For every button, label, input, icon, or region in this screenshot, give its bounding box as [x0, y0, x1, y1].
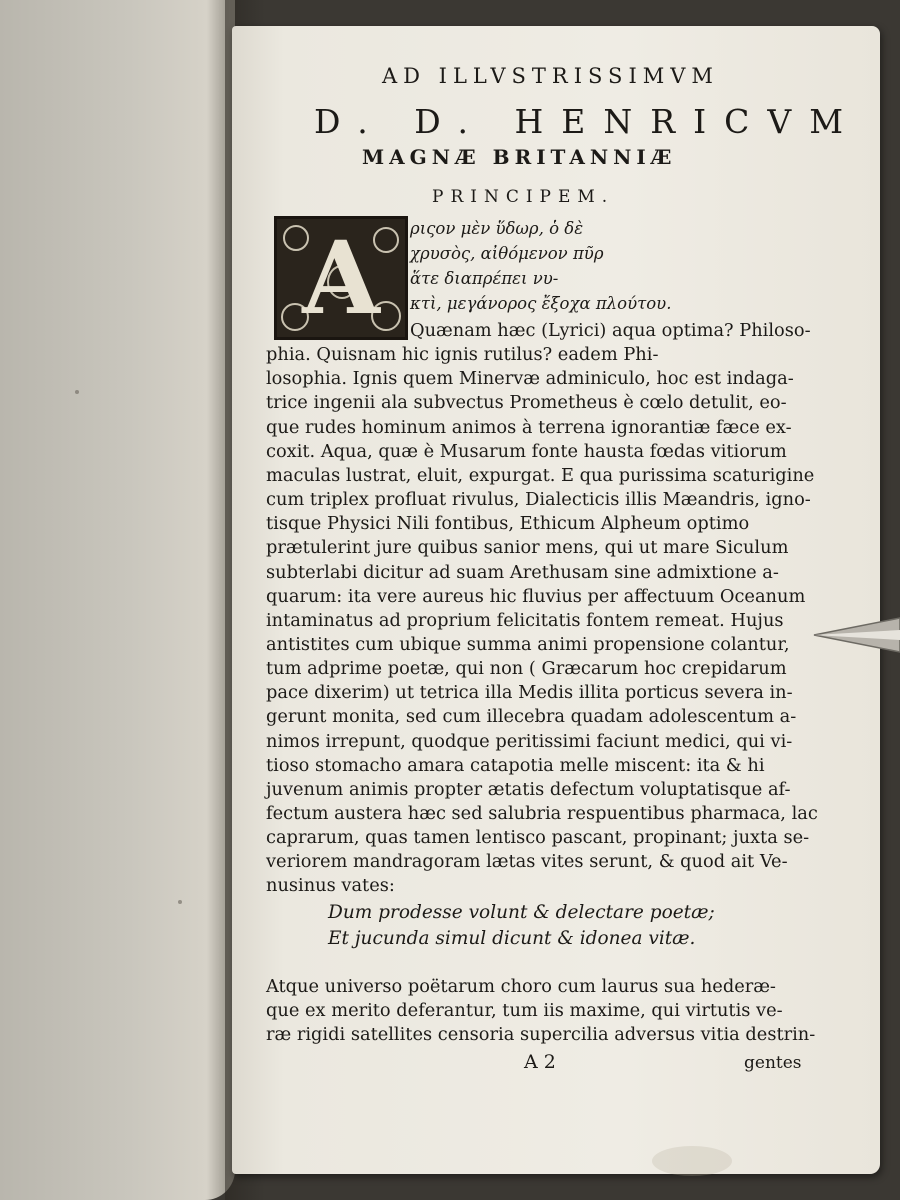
closing-line-2: que ex merito deferantur, tum iis maxime, qui virtutis ve-: [266, 1000, 783, 1021]
page-stain: [652, 1146, 732, 1176]
body-line: quarum: ita vere aureus hic fluvius per affectuum Oceanum: [266, 585, 806, 607]
body-line: coxit. Aqua, quæ è Musarum fonte hausta fœdas vitiorum: [266, 440, 787, 462]
closing-line-3: ræ rigidi satellites censoria supercilia adversus vitia destrin-: [266, 1024, 816, 1045]
body-line: pace dixerim) ut tetrica illa Medis illita porticus severa in-: [266, 682, 793, 704]
verse-line-2: Et jucunda simul dicunt & idonea vitæ.: [328, 928, 696, 949]
body-line: tioso stomacho amara catapotia melle miscent: ita & hi: [266, 754, 765, 776]
body-line: que rudes hominum animos à terrena ignorantiæ fæce ex-: [266, 416, 792, 438]
dedication-heading-line4: PRINCIPEM.: [432, 187, 615, 207]
body-line: losophia. Ignis quem Minervæ adminiculo, hoc est indaga-: [266, 368, 794, 390]
body-line: trice ingenii ala subvectus Prometheus è cœlo detulit, eo-: [266, 392, 787, 414]
facing-blank-page: [0, 0, 235, 1200]
dedication-heading-line3: MAGNÆ BRITANNIÆ: [362, 145, 677, 169]
body-line: intaminatus ad proprium felicitatis fontem remeat. Hujus: [266, 609, 784, 631]
greek-line-3: ἅτε διαπρέπει νυ-: [410, 269, 559, 288]
body-line: tisque Physici Nili fontibus, Ethicum Alpheum optimo: [266, 513, 750, 535]
catchword: gentes: [744, 1053, 802, 1073]
body-line: nimos irrepunt, quodque peritissimi faciunt medici, qui vi-: [266, 730, 793, 752]
signature-mark: A 2: [524, 1051, 556, 1073]
body-line: fectum austera hæc sed salubria respuentibus pharmaca, lac: [266, 803, 818, 824]
body-line: prætulerint jure quibus sanior mens, qui ut mare Siculum: [266, 537, 789, 559]
body-line: Quænam hæc (Lyrici) aqua optima? Philoso-: [410, 320, 811, 341]
body-line: juvenum animis propter ætatis defectum voluptatisque af-: [266, 778, 791, 800]
body-line: cum triplex profluat rivulus, Dialecticis illis Mæandris, igno-: [266, 489, 811, 511]
body-line: tum adprime poetæ, qui non ( Græcarum hoc crepidarum: [266, 658, 787, 680]
body-line: caprarum, quas tamen lentisco pascant, propinant; juxta se-: [266, 827, 810, 849]
foxing-spot: [75, 390, 79, 394]
greek-line-1: ριςον μὲν ὕδωρ, ὁ δὲ: [410, 219, 584, 238]
body-line: gerunt monita, sed cum illecebra quadam adolescentum a-: [266, 706, 797, 728]
metal-pointer-tool: [812, 610, 900, 660]
drop-cap-letter: A: [302, 219, 380, 337]
dedication-heading-line1: AD ILLVSTRISSIMVM: [382, 64, 719, 88]
verse-line-1: Dum prodesse volunt & delectare poetæ;: [328, 902, 715, 923]
body-line: veriorem mandragoram lætas vites serunt, & quod ait Ve-: [266, 851, 788, 873]
body-line: nusinus vates:: [266, 875, 395, 897]
body-line: subterlabi dicitur ad suam Arethusam sine admixtione a-: [266, 561, 779, 583]
book-page: [232, 26, 880, 1174]
greek-line-2: χρυσὸς, αἰθόμενον πῦρ: [410, 244, 604, 263]
foxing-spot: [178, 900, 182, 904]
body-line: phia. Quisnam hic ignis rutilus? eadem Phi-: [266, 344, 659, 366]
closing-line-1: Atque universo poëtarum choro cum laurus sua hederæ-: [266, 976, 776, 997]
ornamental-initial: [274, 216, 408, 340]
greek-line-4: κτὶ, μεγάνορος ἔξοχα πλούτου.: [410, 294, 672, 313]
body-line: maculas lustrat, eluit, expurgat. E qua purissima scaturigine: [266, 464, 815, 486]
body-line: antistites cum ubique summa animi propensione colantur,: [266, 633, 790, 655]
dedication-heading-line2: D. D. HENRICVM: [314, 102, 862, 141]
